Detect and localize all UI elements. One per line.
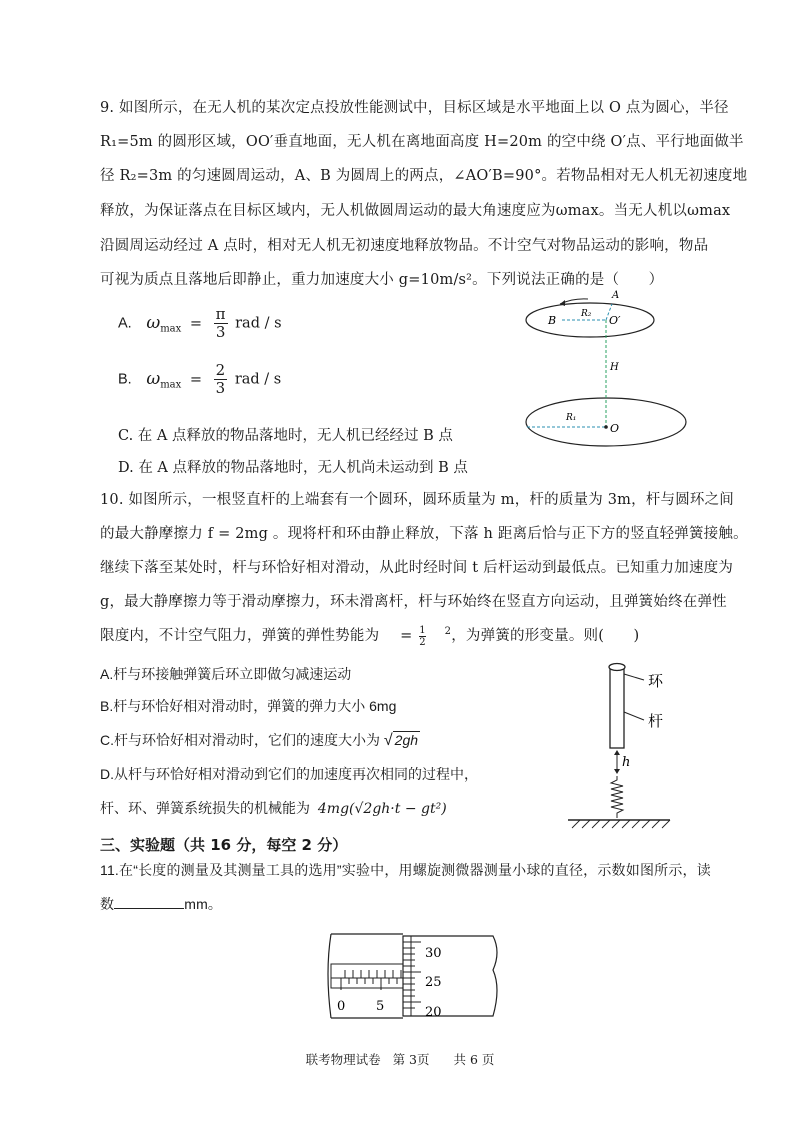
h-label: h: [622, 755, 631, 770]
thimble-label-30: 30: [425, 946, 442, 961]
one-half-fraction: $\frac{1}{2}$: [419, 624, 426, 648]
q11-line-1: 11.在“长度的测量及其测量工具的选用”实验中，用螺旋测微器测量小球的直径，示数如图所示，读: [100, 862, 711, 878]
thimble-label-25: 25: [425, 975, 442, 990]
q10-line-3: 继续下落至某处时，杆与环恰好相对滑动，从此时经时间 t 后杆运动到最低点。已知重力加速度为: [100, 560, 734, 576]
page-footer: [0, 1050, 800, 1068]
section-3-title: 三、实验题（共 16 分，每空 2 分）: [100, 836, 348, 854]
label-o-prime: O′: [609, 314, 621, 327]
sleeve: [331, 964, 403, 988]
rod-label: 杆: [648, 712, 664, 730]
footer-total-pages: 共 6 页: [453, 1052, 495, 1067]
rod: [610, 666, 624, 748]
label-r1: R₁: [566, 413, 577, 423]
answer-blank[interactable]: [114, 894, 184, 909]
thimble: [403, 936, 497, 1016]
label-b: B: [548, 314, 557, 327]
q10-line-5: 限度内，不计空气阻力，弹簧的弹性势能为 = $\frac{1}{2}$ $^2$，为弹簧的形变量。则( ): [100, 624, 640, 648]
q10-option-b: B.杆与环恰好相对滑动时，弹簧的弹力大小 6mg: [100, 698, 397, 714]
label-a: A: [612, 290, 620, 301]
label-r2: R₂: [581, 309, 592, 319]
q10-option-a: A.杆与环接触弹簧后环立即做匀减速运动: [100, 666, 352, 682]
q9-option-a: A. $\omega_{max}$ = $\frac{\pi}{3}$ rad / s: [118, 305, 282, 341]
label-h: H: [610, 362, 619, 373]
q9-line-2: R₁=5m 的圆形区域，OO′垂直地面，无人机在离地面高度 H=20m 的空中绕 O′点、平行地面做半: [100, 134, 744, 150]
label-o: O: [610, 422, 620, 435]
ring-label: 环: [648, 672, 664, 690]
footer-page-number: 第 3页: [392, 1052, 430, 1067]
q10-option-d-line-1: D.从杆与环恰好相对滑动到它们的加速度再次相同的过程中，: [100, 766, 478, 782]
q10-option-d-line-2: 杆、环、弹簧系统损失的机械能为 4mg(√2gh·t − gt²): [100, 800, 447, 817]
micrometer-figure: [325, 922, 505, 1032]
q9-line-3: 径 R₂=3m 的匀速圆周运动，A、B 为圆周上的两点，∠AO′B=90°。若物品相对无人机无初速度地: [100, 168, 748, 184]
q9-line-1: 9. 如图所示，在无人机的某次定点投放性能测试中，目标区域是水平地面上以 O 点为圆心，半径: [100, 100, 729, 116]
fraction: $\frac{2}{3}$: [215, 361, 226, 397]
point-o-dot: [604, 425, 608, 429]
q9-line-6: 可视为质点且落地后即静止，重力加速度大小 g=10m/s²。下列说法正确的是（ ）: [100, 272, 664, 288]
ground-hatching: [572, 820, 670, 828]
q10-option-c: C.杆与环恰好相对滑动时，它们的速度大小为 √ 2gh: [100, 732, 419, 749]
thimble-label-20: 20: [425, 1005, 442, 1020]
q10-line-4: g，最大静摩擦力等于滑动摩擦力，环未滑离杆，杆与环始终在竖直方向运动，且弹簧始终在弹性: [100, 594, 727, 610]
ring-pointer: [624, 674, 644, 680]
q10-figure: [560, 660, 680, 832]
q9-option-d: D. 在 A 点释放的物品落地时，无人机尚未运动到 B 点: [118, 460, 468, 476]
sleeve-label-5: 5: [376, 999, 385, 1014]
spring: [611, 776, 623, 818]
q10-line-2: 的最大静摩擦力 f = 2mg 。现将杆和环由静止释放，下落 h 距离后恰与正下方的竖直轻弹簧接触。: [100, 526, 748, 542]
q11-line-2: 数 mm。: [100, 896, 223, 912]
q9-option-c: C. 在 A 点释放的物品落地时，无人机已经经过 B 点: [118, 428, 453, 444]
q9-line-5: 沿圆周运动经过 A 点时，相对无人机无初速度地释放物品。不计空气对物品运动的影响，物品: [100, 238, 709, 254]
sleeve-label-0: 0: [337, 999, 346, 1014]
footer-exam-name: 联考物理试卷: [305, 1052, 381, 1067]
fraction: $\frac{\pi}{3}$: [215, 305, 226, 341]
q9-figure: [518, 282, 698, 452]
ring: [609, 664, 625, 671]
q9-line-4: 释放，为保证落点在目标区域内，无人机做圆周运动的最大角速度应为ωmax。当无人机以ωmax: [100, 203, 731, 219]
rod-pointer: [624, 712, 644, 720]
q10-line-1: 10. 如图所示，一根竖直杆的上端套有一个圆环，圆环质量为 m，杆的质量为 3m，杆与圆环之间: [100, 492, 735, 508]
q9-option-b: B. $\omega_{max}$ = $\frac{2}{3}$ rad / s: [118, 361, 282, 397]
